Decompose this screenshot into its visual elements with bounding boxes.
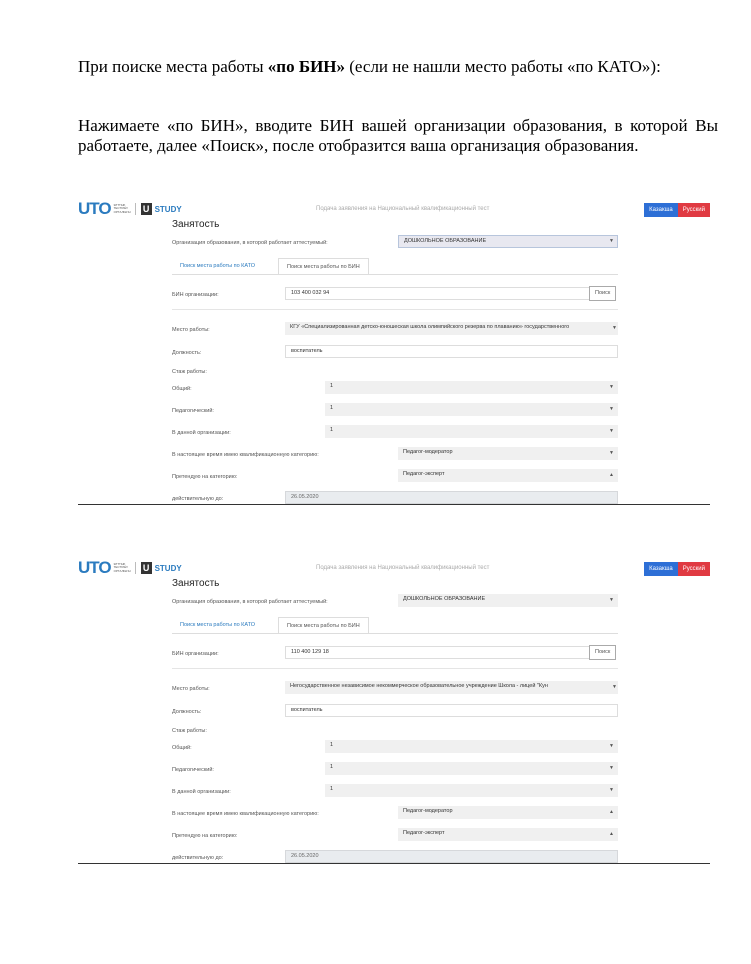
chevron-down-icon: ▼ xyxy=(609,765,614,771)
lang-ru-button[interactable]: Русский xyxy=(678,203,710,217)
site-title: Подача заявления на Национальный квалификационный тест xyxy=(316,206,490,212)
bin-label: БИН организации: xyxy=(172,651,219,657)
valid-until-label: действительную до: xyxy=(172,855,224,861)
org-exp-label: В данной организации: xyxy=(172,430,231,436)
org-label: Организация образования, в которой работает аттестуемый: xyxy=(172,599,328,605)
valid-until-input: 26.05.2020 xyxy=(285,491,618,504)
chevron-down-icon: ▼ xyxy=(609,428,614,434)
tab-kato[interactable]: Поиск места работы по КАТО xyxy=(180,622,256,628)
bin-label: БИН организации: xyxy=(172,292,219,298)
bin-input[interactable]: 103 400 032 94 xyxy=(285,287,591,300)
org-exp-select[interactable]: 1 xyxy=(325,784,618,797)
paragraph-bold-bin: «по БИН» xyxy=(267,57,346,76)
chevron-up-icon: ▲ xyxy=(609,472,614,478)
ustudy-logo: STUDY xyxy=(154,563,182,573)
position-input[interactable]: воспитатель xyxy=(285,345,618,358)
org-label: Организация образования, в которой работает аттестуемый: xyxy=(172,240,328,246)
ped-exp-select[interactable]: 1 xyxy=(325,762,618,775)
tab-divider xyxy=(172,274,618,275)
divider xyxy=(172,668,618,669)
logo-divider xyxy=(135,562,136,574)
lang-kz-button[interactable]: Казакша xyxy=(644,203,678,217)
chevron-down-icon: ▼ xyxy=(609,406,614,412)
total-exp-select[interactable]: 1 xyxy=(325,381,618,394)
chevron-down-icon: ▼ xyxy=(609,743,614,749)
position-label: Должность: xyxy=(172,350,202,356)
claim-category-select[interactable]: Педагог-эксперт xyxy=(398,469,618,482)
org-exp-select[interactable]: 1 xyxy=(325,425,618,438)
org-select[interactable]: ДОШКОЛЬНОЕ ОБРАЗОВАНИЕ xyxy=(398,235,618,248)
bottom-border xyxy=(78,504,710,505)
chevron-up-icon: ▲ xyxy=(609,809,614,815)
valid-until-input: 26.05.2020 xyxy=(285,850,618,863)
search-button[interactable]: Поиск xyxy=(589,645,616,660)
chevron-down-icon: ▼ xyxy=(609,450,614,456)
site-title: Подача заявления на Национальный квалификационный тест xyxy=(316,565,490,571)
uto-logo: UTO xyxy=(78,558,111,577)
screenshot-2 xyxy=(78,556,710,864)
chevron-down-icon: ▼ xyxy=(609,384,614,390)
screenshot-1 xyxy=(78,197,710,505)
logo-divider xyxy=(135,203,136,215)
claim-category-label: Претендую на категорию: xyxy=(172,833,238,839)
ustudy-icon: U xyxy=(141,203,152,215)
section-title: Занятость xyxy=(172,578,220,589)
search-button[interactable]: Поиск xyxy=(589,286,616,301)
chevron-down-icon: ▼ xyxy=(612,325,617,331)
current-category-label: В настоящее время имею квалификационную категорию: xyxy=(172,811,319,817)
ped-exp-label: Педагогический: xyxy=(172,408,214,414)
workplace-select[interactable]: Негосударственное независимое некоммерческое образовательное учреждение Школа - лицей "Кун xyxy=(285,681,618,694)
ustudy-icon: U xyxy=(141,562,152,574)
ustudy-logo: STUDY xyxy=(154,204,182,214)
ped-exp-select[interactable]: 1 xyxy=(325,403,618,416)
workplace-label: Место работы: xyxy=(172,686,210,692)
logo xyxy=(78,201,182,217)
tab-bin[interactable]: Поиск места работы по БИН xyxy=(278,617,369,633)
total-exp-label: Общий: xyxy=(172,386,192,392)
chevron-down-icon: ▼ xyxy=(609,597,614,603)
workplace-label: Место работы: xyxy=(172,327,210,333)
bottom-border xyxy=(78,863,710,864)
claim-category-label: Претендую на категорию: xyxy=(172,474,238,480)
chevron-down-icon: ▼ xyxy=(609,238,614,244)
tab-kato[interactable]: Поиск места работы по КАТО xyxy=(180,263,256,269)
language-switcher xyxy=(644,562,710,576)
valid-until-label: действительную до: xyxy=(172,496,224,502)
language-switcher xyxy=(644,203,710,217)
chevron-down-icon: ▼ xyxy=(612,684,617,690)
total-exp-label: Общий: xyxy=(172,745,192,751)
tab-bin[interactable]: Поиск места работы по БИН xyxy=(278,258,369,274)
bin-input[interactable]: 110 400 129 18 xyxy=(285,646,591,659)
position-label: Должность: xyxy=(172,709,202,715)
divider xyxy=(172,309,618,310)
lang-kz-button[interactable]: Казакша xyxy=(644,562,678,576)
current-category-select[interactable]: Педагог-модератор xyxy=(398,447,618,460)
current-category-select[interactable]: Педагог-модератор xyxy=(398,806,618,819)
logo xyxy=(78,560,182,576)
ped-exp-label: Педагогический: xyxy=(172,767,214,773)
paragraph-text: (если не нашли место работы «по КАТО»): xyxy=(345,57,661,76)
logo-caption: ҰЛТТЫҚ ТЕСТІЛЕУ ОРТАЛЫҒЫ xyxy=(113,202,131,214)
uto-logo: UTO xyxy=(78,199,111,218)
section-title: Занятость xyxy=(172,219,220,230)
experience-label: Стаж работы: xyxy=(172,369,207,375)
workplace-select[interactable]: КГУ «Специализированная детско-юношеская школа олимпийского резерва по плаванию» государственного xyxy=(285,322,618,335)
paragraph-instructions: Нажимаете «по БИН», вводите БИН вашей организации образования, в которой Вы работаете, далее «Поиск», после отобразится ваша организация образования. xyxy=(78,116,718,155)
paragraph-text: При поиске места работы xyxy=(78,57,268,76)
chevron-down-icon: ▼ xyxy=(609,787,614,793)
org-select[interactable]: ДОШКОЛЬНОЕ ОБРАЗОВАНИЕ xyxy=(398,594,618,607)
current-category-label: В настоящее время имею квалификационную категорию: xyxy=(172,452,319,458)
logo-caption: ҰЛТТЫҚ ТЕСТІЛЕУ ОРТАЛЫҒЫ xyxy=(113,561,131,573)
position-input[interactable]: воспитатель xyxy=(285,704,618,717)
total-exp-select[interactable]: 1 xyxy=(325,740,618,753)
tab-divider xyxy=(172,633,618,634)
chevron-up-icon: ▲ xyxy=(609,831,614,837)
experience-label: Стаж работы: xyxy=(172,728,207,734)
lang-ru-button[interactable]: Русский xyxy=(678,562,710,576)
org-exp-label: В данной организации: xyxy=(172,789,231,795)
paragraph-bin-search xyxy=(78,57,718,77)
claim-category-select[interactable]: Педагог-эксперт xyxy=(398,828,618,841)
